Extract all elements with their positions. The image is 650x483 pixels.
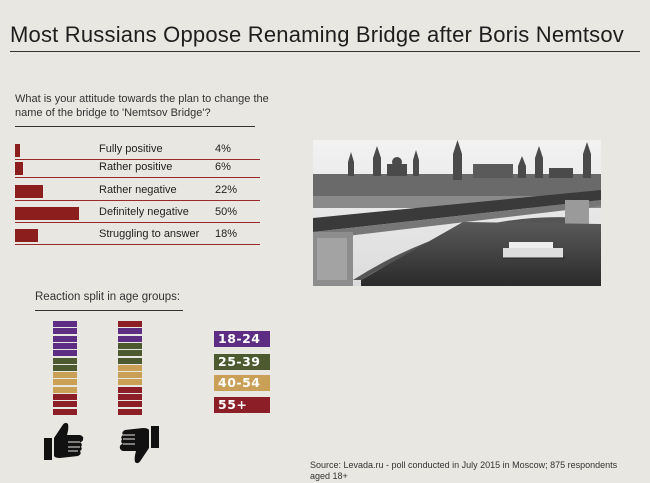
bar-row	[15, 158, 265, 178]
bar-category-label: Fully positive	[99, 143, 163, 155]
bar-value-label: 50%	[215, 206, 238, 218]
question-divider	[15, 126, 255, 127]
title-divider	[10, 51, 640, 52]
age-segment	[53, 409, 77, 415]
bar-underline	[15, 244, 260, 245]
age-segment	[53, 365, 77, 371]
age-segment	[118, 401, 142, 407]
bar	[15, 144, 20, 157]
thumbs-up-icon	[40, 418, 86, 469]
legend-item: 18-24	[214, 331, 270, 347]
age-segment	[118, 409, 142, 415]
bar-value-label: 6%	[215, 161, 231, 173]
page-title: Most Russians Oppose Renaming Bridge after Boris Nemtsov	[10, 22, 625, 47]
age-segment	[118, 379, 142, 385]
survey-question: What is your attitude towards the plan to change the name of the bridge to 'Nemtsov Bridge'?	[15, 93, 269, 119]
bar	[15, 207, 79, 220]
bar-underline	[15, 200, 260, 201]
bar	[15, 229, 38, 242]
bar-category-label: Struggling to answer	[99, 228, 200, 240]
bar-underline	[15, 177, 260, 178]
age-segment	[118, 394, 142, 400]
age-segment	[53, 336, 77, 342]
age-segment	[53, 321, 77, 327]
legend-item: 40-54	[214, 375, 270, 391]
legend-item: 55+	[214, 397, 270, 413]
age-segment	[53, 372, 77, 378]
bar-value-label: 22%	[215, 184, 238, 196]
thumbs-down-icon	[113, 422, 161, 473]
bar-underline	[15, 222, 260, 223]
bar-value-label: 4%	[215, 143, 231, 155]
age-segment	[118, 365, 142, 371]
age-segment	[53, 379, 77, 385]
age-segment	[53, 343, 77, 349]
age-split-title: Reaction split in age groups:	[35, 291, 181, 303]
age-segment	[118, 328, 142, 334]
legend-item: 25-39	[214, 354, 270, 370]
age-segment	[53, 394, 77, 400]
source-note: Source: Levada.ru - poll conducted in July 2015 in Moscow; 875 respondents aged 18+	[310, 460, 618, 481]
age-segment	[53, 358, 77, 364]
bar-value-label: 18%	[215, 228, 238, 240]
bar-row	[15, 140, 265, 160]
age-segment	[118, 358, 142, 364]
bar	[15, 162, 23, 175]
bar-category-label: Rather positive	[99, 161, 173, 173]
bar-row	[15, 181, 265, 201]
bar-row	[15, 203, 265, 223]
attitude-bar-chart	[15, 140, 275, 250]
age-segment	[53, 328, 77, 334]
bar-row	[15, 225, 265, 245]
bar	[15, 185, 43, 198]
bar-category-label: Definitely negative	[99, 206, 189, 218]
age-segment	[118, 336, 142, 342]
bar-category-label: Rather negative	[99, 184, 177, 196]
age-segment	[53, 401, 77, 407]
age-segment	[53, 387, 77, 393]
age-segment	[118, 372, 142, 378]
age-segment	[53, 350, 77, 356]
age-split-divider	[35, 310, 183, 311]
bridge-photo	[313, 140, 601, 286]
age-segment	[118, 350, 142, 356]
age-segment	[118, 343, 142, 349]
age-segment	[118, 387, 142, 393]
age-segment	[118, 321, 142, 327]
